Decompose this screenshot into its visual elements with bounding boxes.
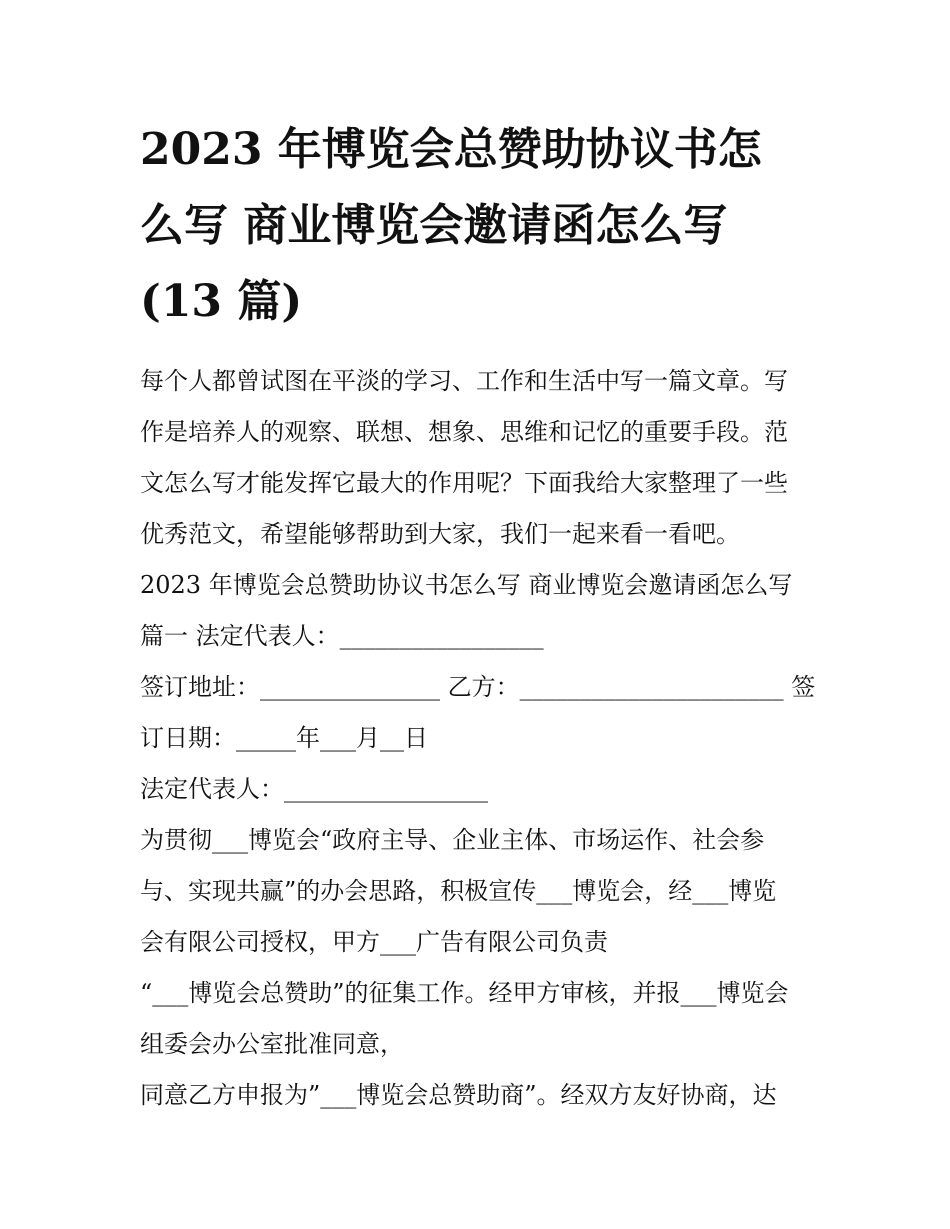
title-line-3: (13 篇) [140, 276, 303, 327]
body-line-1: 每个人都曾试图在平淡的学习、工作和生活中写一篇文章。写 [140, 367, 788, 395]
body-line-6: 篇一 法定代表人：_________________ [140, 622, 544, 650]
body-line-11: 与、实现共赢”的办会思路，积极宣传___博览会，经___博览 [140, 877, 777, 905]
document-title [140, 112, 820, 340]
body-line-4: 优秀范文，希望能够帮助到大家，我们一起来看一看吧。 [140, 520, 740, 548]
body-line-3: 文怎么写才能发挥它最大的作用呢？下面我给大家整理了一些 [140, 469, 788, 497]
body-line-2: 作是培养人的观察、联想、想象、思维和记忆的重要手段。范 [140, 418, 788, 446]
document-body [140, 356, 820, 1121]
body-line-13: “___博览会总赞助”的征集工作。经甲方审核，并报___博览会 [140, 979, 789, 1007]
body-line-14: 组委会办公室批准同意， [140, 1030, 404, 1058]
body-line-8: 订日期：_____年___月__日 [140, 724, 428, 752]
body-line-15: 同意乙方申报为”___博览会总赞助商”。经双方友好协商，达 [140, 1081, 777, 1109]
body-line-5: 2023 年博览会总赞助协议书怎么写 商业博览会邀请函怎么写 [140, 571, 793, 599]
body-line-12: 会有限公司授权，甲方___广告有限公司负责 [140, 928, 608, 956]
title-line-1: 2023 年博览会总赞助协议书怎 [140, 124, 762, 175]
body-line-10: 为贯彻___博览会“政府主导、企业主体、市场运作、社会参 [140, 826, 765, 854]
body-line-7: 签订地址：_______________ 乙方：______________________ 签 [140, 673, 816, 701]
body-line-9: 法定代表人：_________________ [140, 775, 488, 803]
title-line-2: 么写 商业博览会邀请函怎么写 [140, 200, 728, 251]
